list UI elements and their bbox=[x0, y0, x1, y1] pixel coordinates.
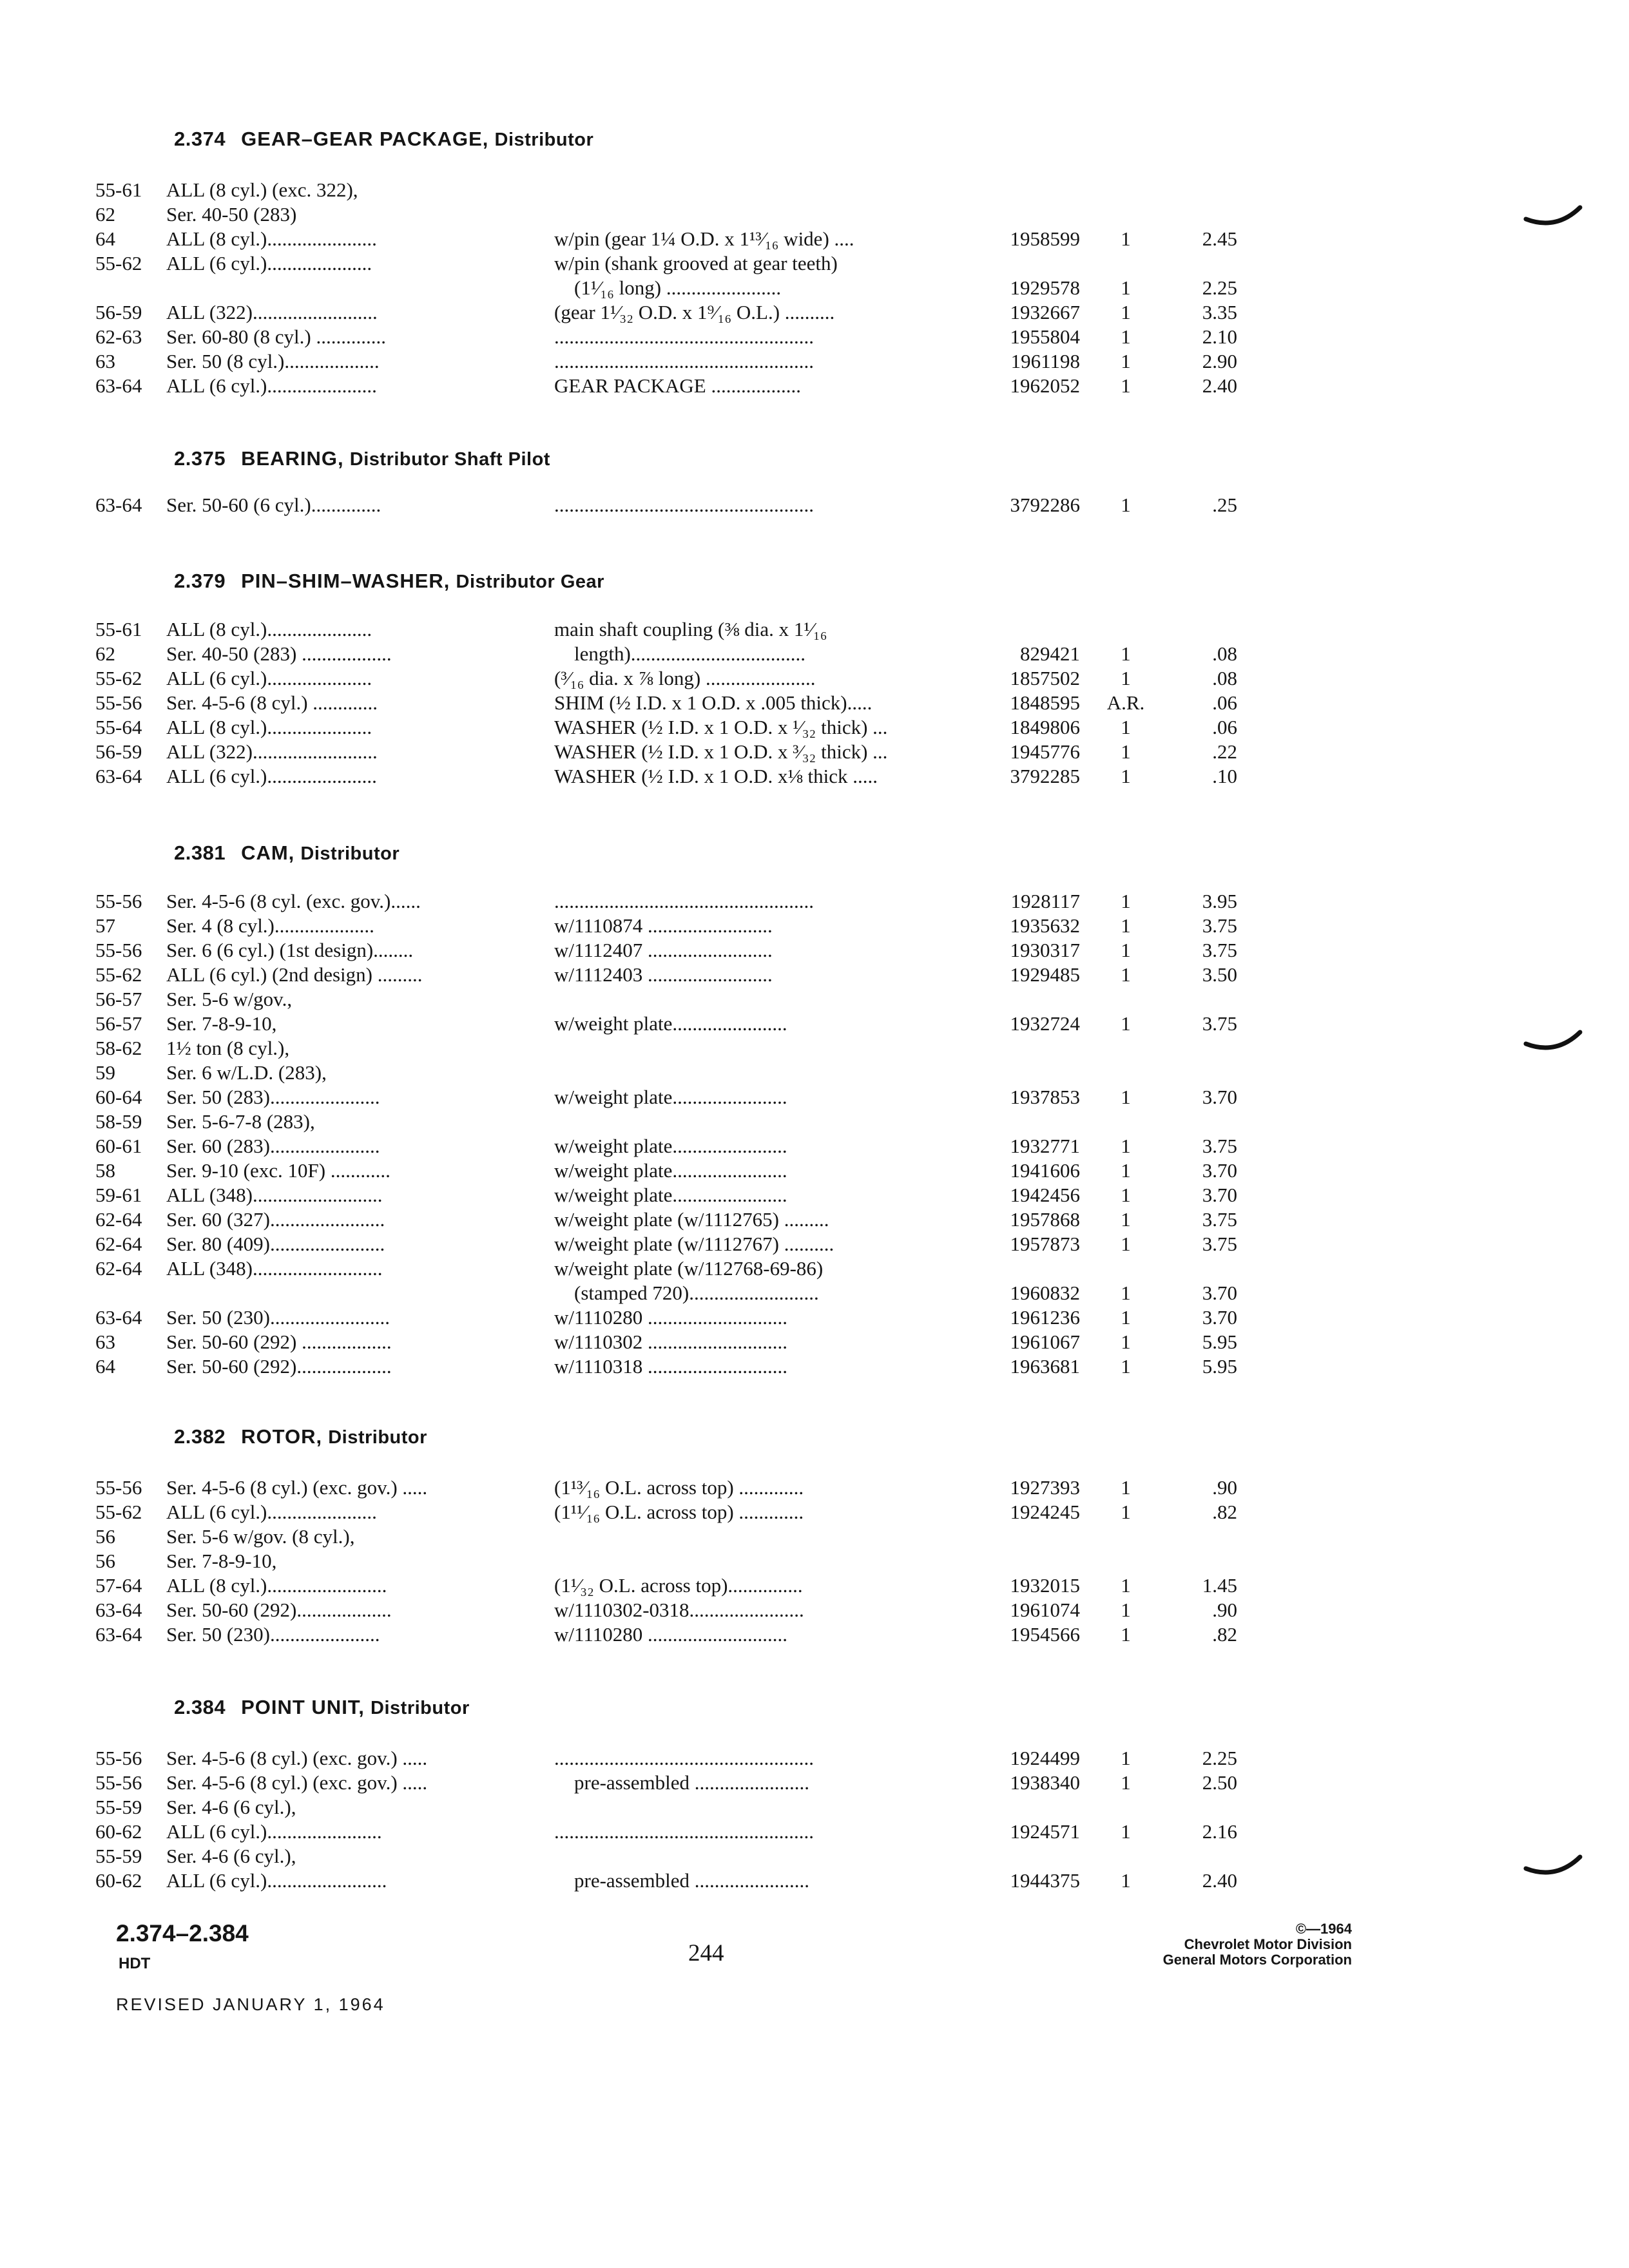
model-cell: 1½ ton (8 cyl.), bbox=[166, 1037, 290, 1059]
model-cell: Ser. 5-6 w/gov. (8 cyl.), bbox=[166, 1525, 355, 1548]
model-cell: Ser. 4-6 (6 cyl.), bbox=[166, 1796, 296, 1818]
section-number: 2.379 bbox=[174, 570, 226, 592]
part-number-cell: 1929578 bbox=[1010, 276, 1080, 299]
part-number-cell: 1930317 bbox=[1010, 939, 1080, 961]
part-number-cell: 1848595 bbox=[1010, 691, 1080, 714]
part-number-cell: 1932771 bbox=[1010, 1135, 1080, 1157]
year-cell: 63 bbox=[95, 350, 115, 372]
quantity-cell: 1 bbox=[1121, 1331, 1131, 1353]
price-cell: .08 bbox=[1212, 667, 1237, 689]
model-cell: Ser. 4 (8 cyl.).................... bbox=[166, 914, 374, 937]
section-name: GEAR–GEAR PACKAGE, bbox=[241, 128, 489, 150]
part-number-cell: 1928117 bbox=[1010, 890, 1080, 912]
part-number-cell: 1961067 bbox=[1010, 1331, 1080, 1353]
year-cell: 63-64 bbox=[95, 1599, 142, 1621]
year-cell: 64 bbox=[95, 227, 115, 250]
description-cell: w/pin (shank grooved at gear teeth) bbox=[554, 252, 838, 274]
description-cell: w/1112407 ......................... bbox=[554, 939, 773, 961]
price-cell: 3.70 bbox=[1202, 1184, 1237, 1206]
description-cell: w/weight plate....................... bbox=[554, 1012, 787, 1035]
year-cell: 62 bbox=[95, 203, 115, 226]
year-cell: 55-56 bbox=[95, 939, 142, 961]
year-cell: 56 bbox=[95, 1550, 115, 1572]
copyright-block bbox=[1163, 1921, 1352, 1968]
description-cell: GEAR PACKAGE .................. bbox=[554, 374, 801, 397]
part-number-cell: 1924571 bbox=[1010, 1820, 1080, 1843]
year-cell: 55-61 bbox=[95, 618, 142, 640]
quantity-cell: 1 bbox=[1121, 325, 1131, 348]
year-cell: 59 bbox=[95, 1061, 115, 1084]
description-cell: w/weight plate....................... bbox=[554, 1159, 787, 1182]
price-cell: 5.95 bbox=[1202, 1355, 1237, 1378]
quantity-cell: 1 bbox=[1121, 350, 1131, 372]
description-cell: pre-assembled ....................... bbox=[554, 1771, 810, 1794]
quantity-cell: 1 bbox=[1121, 1820, 1131, 1843]
year-cell: 62-64 bbox=[95, 1208, 142, 1231]
section-name: ROTOR, bbox=[241, 1425, 323, 1448]
description-cell: (gear 1¹⁄₃₂ O.D. x 1⁹⁄₁₆ O.L.) .......... bbox=[554, 301, 835, 323]
price-cell: .22 bbox=[1212, 740, 1237, 763]
section-heading bbox=[174, 1696, 470, 1719]
description-cell: w/pin (gear 1¼ O.D. x 1¹³⁄₁₆ wide) .... bbox=[554, 227, 854, 250]
part-number-cell: 1929485 bbox=[1010, 963, 1080, 986]
quantity-cell: 1 bbox=[1121, 939, 1131, 961]
quantity-cell: A.R. bbox=[1106, 691, 1145, 714]
part-number-cell: 1960832 bbox=[1010, 1282, 1080, 1304]
model-cell: Ser. 6 (6 cyl.) (1st design)........ bbox=[166, 939, 414, 961]
part-number-cell: 1961236 bbox=[1010, 1306, 1080, 1329]
description-cell: w/weight plate....................... bbox=[554, 1086, 787, 1108]
quantity-cell: 1 bbox=[1121, 1135, 1131, 1157]
quantity-cell: 1 bbox=[1121, 914, 1131, 937]
section-name: PIN–SHIM–WASHER, bbox=[241, 570, 450, 592]
quantity-cell: 1 bbox=[1121, 1086, 1131, 1108]
part-number-cell: 1961198 bbox=[1010, 350, 1080, 372]
year-cell: 62-64 bbox=[95, 1233, 142, 1255]
model-cell: ALL (6 cyl.)...................... bbox=[166, 765, 377, 787]
section-name: CAM, bbox=[241, 841, 295, 864]
part-number-cell: 1963681 bbox=[1010, 1355, 1080, 1378]
description-cell: .................................................... bbox=[554, 1820, 814, 1843]
quantity-cell: 1 bbox=[1121, 1623, 1131, 1646]
year-cell: 60-62 bbox=[95, 1869, 142, 1892]
part-number-cell: 1937853 bbox=[1010, 1086, 1080, 1108]
section-name: POINT UNIT, bbox=[241, 1696, 365, 1718]
part-number-cell: 1954566 bbox=[1010, 1623, 1080, 1646]
price-cell: 5.95 bbox=[1202, 1331, 1237, 1353]
price-cell: .08 bbox=[1212, 642, 1237, 665]
quantity-cell: 1 bbox=[1121, 765, 1131, 787]
model-cell: Ser. 9-10 (exc. 10F) ............ bbox=[166, 1159, 390, 1182]
section-subtitle: Distributor bbox=[300, 843, 400, 864]
part-number-cell: 1957868 bbox=[1010, 1208, 1080, 1231]
year-cell: 63-64 bbox=[95, 1306, 142, 1329]
price-cell: 2.25 bbox=[1202, 276, 1237, 299]
description-cell: pre-assembled ....................... bbox=[554, 1869, 810, 1892]
price-cell: 3.70 bbox=[1202, 1159, 1237, 1182]
quantity-cell: 1 bbox=[1121, 963, 1131, 986]
year-cell: 56-59 bbox=[95, 740, 142, 763]
model-cell: Ser. 50 (283)...................... bbox=[166, 1086, 380, 1108]
price-cell: 2.90 bbox=[1202, 350, 1237, 372]
part-number-cell: 1958599 bbox=[1010, 227, 1080, 250]
model-cell: Ser. 50 (230)...................... bbox=[166, 1623, 380, 1646]
description-cell: w/1110280 ............................ bbox=[554, 1306, 787, 1329]
model-cell: Ser. 7-8-9-10, bbox=[166, 1012, 277, 1035]
quantity-cell: 1 bbox=[1121, 1282, 1131, 1304]
year-cell: 56-57 bbox=[95, 988, 142, 1010]
binder-curve-mark bbox=[1521, 1843, 1585, 1881]
part-number-cell: 1955804 bbox=[1010, 325, 1080, 348]
year-cell: 55-56 bbox=[95, 890, 142, 912]
description-cell: .................................................... bbox=[554, 1747, 814, 1769]
year-cell: 56-59 bbox=[95, 301, 142, 323]
model-cell: ALL (6 cyl.)........................ bbox=[166, 1869, 387, 1892]
price-cell: 3.70 bbox=[1202, 1282, 1237, 1304]
section-subtitle: Distributor Gear bbox=[456, 572, 604, 592]
year-cell: 55-62 bbox=[95, 252, 142, 274]
section-number: 2.375 bbox=[174, 447, 226, 470]
section-heading bbox=[174, 447, 550, 470]
description-cell: w/weight plate (w/1112765) ......... bbox=[554, 1208, 829, 1231]
quantity-cell: 1 bbox=[1121, 494, 1131, 516]
year-cell: 55-56 bbox=[95, 1476, 142, 1499]
price-cell: .90 bbox=[1212, 1599, 1237, 1621]
model-cell: Ser. 50-60 (292) .................. bbox=[166, 1331, 392, 1353]
model-cell: Ser. 4-5-6 (8 cyl.) (exc. gov.) ..... bbox=[166, 1476, 428, 1499]
price-cell: 3.70 bbox=[1202, 1306, 1237, 1329]
description-cell: w/1112403 ......................... bbox=[554, 963, 773, 986]
section-heading bbox=[174, 841, 400, 865]
description-cell: w/1110318 ............................ bbox=[554, 1355, 787, 1378]
part-number-cell: 1961074 bbox=[1010, 1599, 1080, 1621]
model-cell: Ser. 4-5-6 (8 cyl.) ............. bbox=[166, 691, 378, 714]
model-cell: Ser. 50-60 (6 cyl.).............. bbox=[166, 494, 381, 516]
price-cell: 3.75 bbox=[1202, 939, 1237, 961]
quantity-cell: 1 bbox=[1121, 1599, 1131, 1621]
year-cell: 55-56 bbox=[95, 691, 142, 714]
corporation-name: General Motors Corporation bbox=[1162, 1952, 1352, 1968]
model-cell: ALL (8 cyl.)........................ bbox=[166, 1574, 387, 1597]
price-cell: 2.16 bbox=[1202, 1820, 1237, 1843]
model-cell: ALL (8 cyl.) (exc. 322), bbox=[166, 178, 358, 201]
model-cell: Ser. 40-50 (283) .................. bbox=[166, 642, 392, 665]
price-cell: 3.75 bbox=[1202, 1233, 1237, 1255]
price-cell: .82 bbox=[1212, 1623, 1237, 1646]
copyright-year: ©—1964 bbox=[1295, 1921, 1352, 1937]
description-cell: WASHER (½ I.D. x 1 O.D. x ³⁄₃₂ thick) ... bbox=[554, 740, 888, 763]
part-number-cell: 1849806 bbox=[1010, 716, 1080, 738]
price-cell: 3.95 bbox=[1202, 890, 1237, 912]
price-cell: .06 bbox=[1212, 691, 1237, 714]
year-cell: 62-63 bbox=[95, 325, 142, 348]
footer-section-range: 2.374–2.384 bbox=[116, 1920, 249, 1946]
price-cell: 2.25 bbox=[1202, 1747, 1237, 1769]
footer-series-code: HDT bbox=[119, 1955, 151, 1972]
price-cell: 2.40 bbox=[1202, 1869, 1237, 1892]
quantity-cell: 1 bbox=[1121, 740, 1131, 763]
year-cell: 55-62 bbox=[95, 667, 142, 689]
quantity-cell: 1 bbox=[1121, 1233, 1131, 1255]
price-cell: 3.75 bbox=[1202, 1135, 1237, 1157]
year-cell: 55-62 bbox=[95, 963, 142, 986]
model-cell: ALL (6 cyl.) (2nd design) ......... bbox=[166, 963, 423, 986]
quantity-cell: 1 bbox=[1121, 1012, 1131, 1035]
description-cell: w/weight plate....................... bbox=[554, 1184, 787, 1206]
part-number-cell: 1962052 bbox=[1010, 374, 1080, 397]
part-number-cell: 1935632 bbox=[1010, 914, 1080, 937]
price-cell: 1.45 bbox=[1202, 1574, 1237, 1597]
year-cell: 63 bbox=[95, 1331, 115, 1353]
model-cell: Ser. 50-60 (292)................... bbox=[166, 1599, 392, 1621]
part-number-cell: 3792285 bbox=[1010, 765, 1080, 787]
price-cell: 3.75 bbox=[1202, 1012, 1237, 1035]
footer-revised-date: REVISED JANUARY 1, 1964 bbox=[116, 1995, 385, 2014]
year-cell: 60-62 bbox=[95, 1820, 142, 1843]
quantity-cell: 1 bbox=[1121, 1159, 1131, 1182]
year-cell: 55-61 bbox=[95, 178, 142, 201]
year-cell: 55-62 bbox=[95, 1501, 142, 1523]
quantity-cell: 1 bbox=[1121, 374, 1131, 397]
year-cell: 63-64 bbox=[95, 494, 142, 516]
year-cell: 64 bbox=[95, 1355, 115, 1378]
description-cell: w/weight plate (w/1112767) .......... bbox=[554, 1233, 834, 1255]
section-subtitle: Distributor Shaft Pilot bbox=[349, 449, 550, 470]
part-number-cell: 1932015 bbox=[1010, 1574, 1080, 1597]
year-cell: 62-64 bbox=[95, 1257, 142, 1280]
description-cell: length)................................... bbox=[554, 642, 806, 665]
description-cell: w/1110874 ......................... bbox=[554, 914, 773, 937]
year-cell: 63-64 bbox=[95, 374, 142, 397]
model-cell: ALL (6 cyl.)....................... bbox=[166, 1820, 382, 1843]
year-cell: 56 bbox=[95, 1525, 115, 1548]
description-cell: w/1110302 ............................ bbox=[554, 1331, 787, 1353]
description-cell: (1¹¹⁄₁₆ O.L. across top) ............. bbox=[554, 1501, 804, 1523]
model-cell: Ser. 60-80 (8 cyl.) .............. bbox=[166, 325, 386, 348]
description-cell: (1¹³⁄₁₆ O.L. across top) ............. bbox=[554, 1476, 804, 1499]
part-number-cell: 1857502 bbox=[1010, 667, 1080, 689]
quantity-cell: 1 bbox=[1121, 227, 1131, 250]
part-number-cell: 829421 bbox=[1020, 642, 1080, 665]
part-number-cell: 1938340 bbox=[1010, 1771, 1080, 1794]
year-cell: 62 bbox=[95, 642, 115, 665]
year-cell: 57 bbox=[95, 914, 115, 937]
price-cell: .06 bbox=[1212, 716, 1237, 738]
model-cell: ALL (322)......................... bbox=[166, 301, 378, 323]
model-cell: ALL (6 cyl.)..................... bbox=[166, 667, 372, 689]
division-name: Chevrolet Motor Division bbox=[1184, 1936, 1352, 1952]
part-number-cell: 1927393 bbox=[1010, 1476, 1080, 1499]
description-cell: WASHER (½ I.D. x 1 O.D. x ¹⁄₃₂ thick) ... bbox=[554, 716, 888, 738]
model-cell: ALL (6 cyl.)...................... bbox=[166, 1501, 377, 1523]
section-number: 2.374 bbox=[174, 128, 226, 150]
year-cell: 55-59 bbox=[95, 1845, 142, 1867]
section-subtitle: Distributor bbox=[371, 1698, 470, 1718]
price-cell: .82 bbox=[1212, 1501, 1237, 1523]
binder-curve-mark bbox=[1521, 1018, 1585, 1057]
year-cell: 58 bbox=[95, 1159, 115, 1182]
section-number: 2.384 bbox=[174, 1696, 226, 1718]
year-cell: 55-59 bbox=[95, 1796, 142, 1818]
description-cell: .................................................... bbox=[554, 350, 814, 372]
description-cell: (1¹⁄₁₆ long) ....................... bbox=[554, 276, 782, 299]
part-number-cell: 1944375 bbox=[1010, 1869, 1080, 1892]
quantity-cell: 1 bbox=[1121, 716, 1131, 738]
model-cell: ALL (6 cyl.)..................... bbox=[166, 252, 372, 274]
model-cell: ALL (348).......................... bbox=[166, 1257, 383, 1280]
year-cell: 60-61 bbox=[95, 1135, 142, 1157]
quantity-cell: 1 bbox=[1121, 1476, 1131, 1499]
part-number-cell: 1945776 bbox=[1010, 740, 1080, 763]
part-number-cell: 1924499 bbox=[1010, 1747, 1080, 1769]
part-number-cell: 1957873 bbox=[1010, 1233, 1080, 1255]
description-cell: SHIM (½ I.D. x 1 O.D. x .005 thick)..... bbox=[554, 691, 872, 714]
section-heading bbox=[174, 1425, 427, 1448]
description-cell: w/weight plate....................... bbox=[554, 1135, 787, 1157]
price-cell: 2.40 bbox=[1202, 374, 1237, 397]
description-cell: w/1110280 ............................ bbox=[554, 1623, 787, 1646]
section-number: 2.381 bbox=[174, 841, 226, 864]
quantity-cell: 1 bbox=[1121, 1184, 1131, 1206]
price-cell: .90 bbox=[1212, 1476, 1237, 1499]
quantity-cell: 1 bbox=[1121, 1771, 1131, 1794]
part-number-cell: 1941606 bbox=[1010, 1159, 1080, 1182]
quantity-cell: 1 bbox=[1121, 642, 1131, 665]
description-cell: w/1110302-0318....................... bbox=[554, 1599, 804, 1621]
section-heading bbox=[174, 128, 593, 151]
model-cell: ALL (322)......................... bbox=[166, 740, 378, 763]
section-heading bbox=[174, 570, 604, 593]
year-cell: 58-59 bbox=[95, 1110, 142, 1133]
model-cell: ALL (8 cyl.)..................... bbox=[166, 716, 372, 738]
model-cell: Ser. 4-6 (6 cyl.), bbox=[166, 1845, 296, 1867]
quantity-cell: 1 bbox=[1121, 301, 1131, 323]
description-cell: (1¹⁄₃₂ O.L. across top)............... bbox=[554, 1574, 803, 1597]
year-cell: 60-64 bbox=[95, 1086, 142, 1108]
quantity-cell: 1 bbox=[1121, 890, 1131, 912]
price-cell: .10 bbox=[1212, 765, 1237, 787]
description-cell: (stamped 720).......................... bbox=[554, 1282, 819, 1304]
price-cell: 3.75 bbox=[1202, 914, 1237, 937]
page-number: 244 bbox=[688, 1940, 724, 1966]
model-cell: Ser. 6 w/L.D. (283), bbox=[166, 1061, 327, 1084]
year-cell: 63-64 bbox=[95, 765, 142, 787]
model-cell: Ser. 4-5-6 (8 cyl. (exc. gov.)...... bbox=[166, 890, 421, 912]
year-cell: 57-64 bbox=[95, 1574, 142, 1597]
year-cell: 55-56 bbox=[95, 1747, 142, 1769]
year-cell: 58-62 bbox=[95, 1037, 142, 1059]
price-cell: 3.75 bbox=[1202, 1208, 1237, 1231]
description-cell: (³⁄₁₆ dia. x ⅞ long) ...................... bbox=[554, 667, 816, 689]
model-cell: ALL (6 cyl.)...................... bbox=[166, 374, 377, 397]
section-number: 2.382 bbox=[174, 1425, 226, 1448]
price-cell: 2.45 bbox=[1202, 227, 1237, 250]
year-cell: 56-57 bbox=[95, 1012, 142, 1035]
model-cell: Ser. 5-6-7-8 (283), bbox=[166, 1110, 315, 1133]
quantity-cell: 1 bbox=[1121, 1208, 1131, 1231]
model-cell: Ser. 5-6 w/gov., bbox=[166, 988, 293, 1010]
quantity-cell: 1 bbox=[1121, 1355, 1131, 1378]
model-cell: Ser. 80 (409)....................... bbox=[166, 1233, 385, 1255]
description-cell: .................................................... bbox=[554, 890, 814, 912]
price-cell: 3.35 bbox=[1202, 301, 1237, 323]
part-number-cell: 1924245 bbox=[1010, 1501, 1080, 1523]
price-cell: 3.70 bbox=[1202, 1086, 1237, 1108]
part-number-cell: 1932667 bbox=[1010, 301, 1080, 323]
price-cell: .25 bbox=[1212, 494, 1237, 516]
quantity-cell: 1 bbox=[1121, 667, 1131, 689]
model-cell: Ser. 4-5-6 (8 cyl.) (exc. gov.) ..... bbox=[166, 1771, 428, 1794]
quantity-cell: 1 bbox=[1121, 1747, 1131, 1769]
section-subtitle: Distributor bbox=[328, 1427, 427, 1448]
quantity-cell: 1 bbox=[1121, 1501, 1131, 1523]
model-cell: Ser. 7-8-9-10, bbox=[166, 1550, 277, 1572]
price-cell: 2.50 bbox=[1202, 1771, 1237, 1794]
quantity-cell: 1 bbox=[1121, 1306, 1131, 1329]
part-number-cell: 1932724 bbox=[1010, 1012, 1080, 1035]
year-cell: 59-61 bbox=[95, 1184, 142, 1206]
year-cell: 55-64 bbox=[95, 716, 142, 738]
section-name: BEARING, bbox=[241, 447, 344, 470]
quantity-cell: 1 bbox=[1121, 1574, 1131, 1597]
model-cell: Ser. 60 (327)....................... bbox=[166, 1208, 385, 1231]
model-cell: Ser. 60 (283)...................... bbox=[166, 1135, 380, 1157]
description-cell: main shaft coupling (⅜ dia. x 1¹⁄₁₆ bbox=[554, 618, 827, 640]
model-cell: ALL (8 cyl.)...................... bbox=[166, 227, 377, 250]
description-cell: .................................................... bbox=[554, 494, 814, 516]
part-number-cell: 3792286 bbox=[1010, 494, 1080, 516]
quantity-cell: 1 bbox=[1121, 276, 1131, 299]
binder-curve-mark bbox=[1521, 193, 1585, 232]
model-cell: Ser. 50-60 (292)................... bbox=[166, 1355, 392, 1378]
price-cell: 2.10 bbox=[1202, 325, 1237, 348]
part-number-cell: 1942456 bbox=[1010, 1184, 1080, 1206]
year-cell: 63-64 bbox=[95, 1623, 142, 1646]
model-cell: ALL (348).......................... bbox=[166, 1184, 383, 1206]
model-cell: ALL (8 cyl.)..................... bbox=[166, 618, 372, 640]
section-subtitle: Distributor bbox=[494, 130, 594, 150]
year-cell: 55-56 bbox=[95, 1771, 142, 1794]
description-cell: w/weight plate (w/112768-69-86) bbox=[554, 1257, 824, 1280]
price-cell: 3.50 bbox=[1202, 963, 1237, 986]
description-cell: .................................................... bbox=[554, 325, 814, 348]
quantity-cell: 1 bbox=[1121, 1869, 1131, 1892]
model-cell: Ser. 50 (230)........................ bbox=[166, 1306, 390, 1329]
model-cell: Ser. 50 (8 cyl.)................... bbox=[166, 350, 380, 372]
description-cell: WASHER (½ I.D. x 1 O.D. x⅛ thick ..... bbox=[554, 765, 878, 787]
model-cell: Ser. 4-5-6 (8 cyl.) (exc. gov.) ..... bbox=[166, 1747, 428, 1769]
model-cell: Ser. 40-50 (283) bbox=[166, 203, 297, 226]
